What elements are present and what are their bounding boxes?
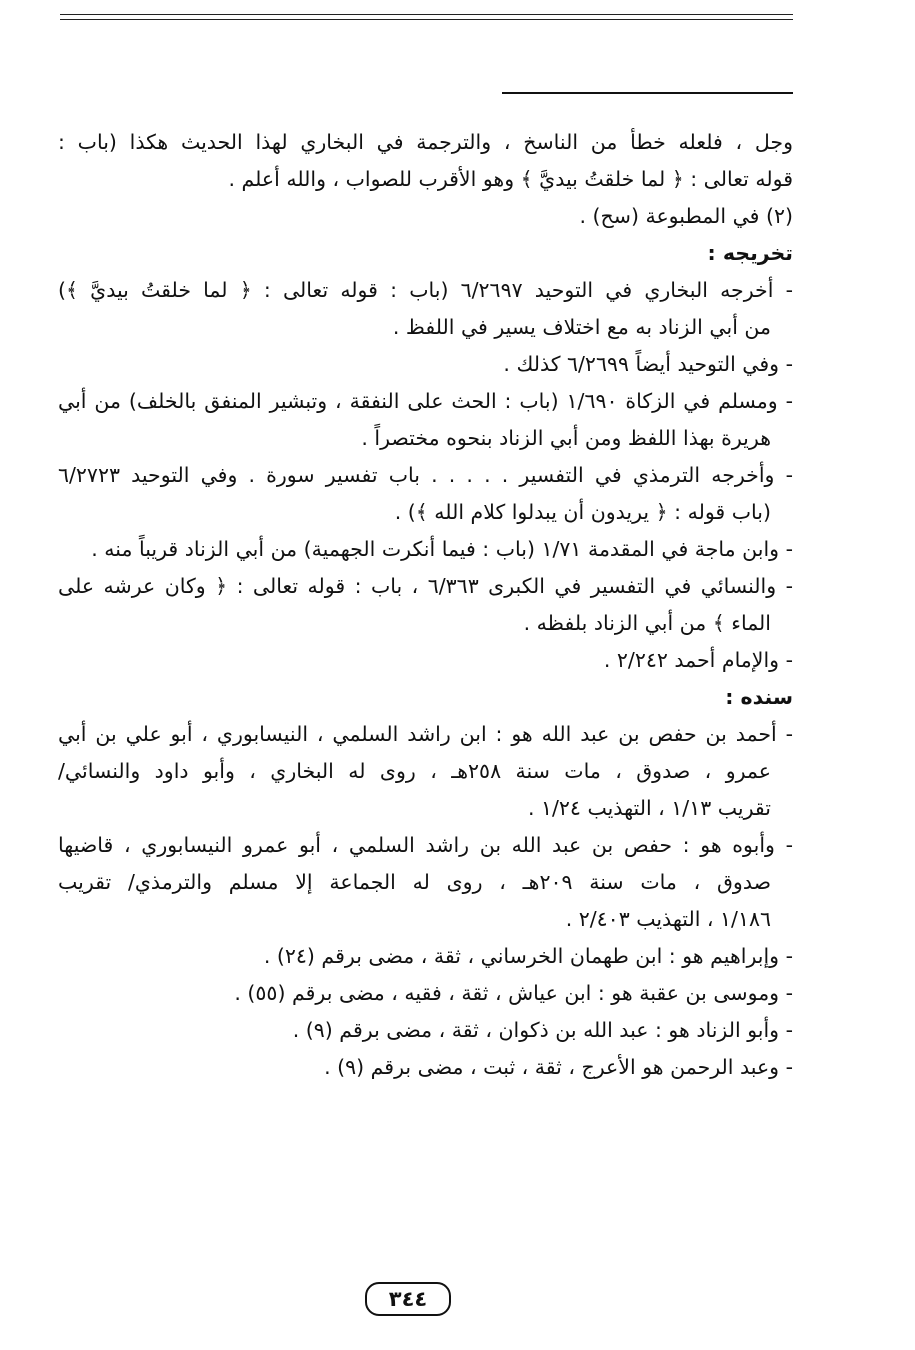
text-line: (باب قوله : ﴿ يريدون أن يبدلوا كلام الله ﴾) .: [394, 500, 771, 524]
text-line: - وأخرجه الترمذي في التفسير . . . . . باب تفسير سورة . وفي التوحيد ٦/٢٧٢٣: [58, 463, 793, 487]
text-line: - والنسائي في التفسير في الكبرى ٦/٣٦٣ ، باب : قوله تعالى : ﴿ وكان عرشه على: [58, 574, 793, 598]
list-item: [58, 568, 793, 642]
text-line: - وأبو الزناد هو : عبد الله بن ذكوان ، ثقة ، مضى برقم (٩) .: [292, 1018, 793, 1042]
text-line: - وفي التوحيد أيضاً ٦/٢٦٩٩ كذلك .: [503, 352, 793, 376]
takhrij-list: [58, 272, 793, 679]
header-rule-top: [60, 14, 793, 15]
text-line: وجل ، فلعله خطأ من الناسخ ، والترجمة في البخاري لهذا الحديث هكذا (باب :: [58, 130, 793, 154]
text-line: ١/١٨٦ ، التهذيب ٢/٤٠٣ .: [565, 907, 771, 931]
text-line: - وابن ماجة في المقدمة ١/٧١ (باب : فيما أنكرت الجهمية) من أبي الزناد قريباً منه .: [91, 537, 793, 561]
list-item: [58, 1049, 793, 1086]
footnote-continuation: [58, 124, 793, 198]
text-line: عمرو ، صدوق ، مات سنة ٢٥٨هـ ، روى له البخاري ، وأبو داود والنسائي/: [58, 759, 771, 783]
text-line: تقريب ١/١٣ ، التهذيب ١/٢٤ .: [527, 796, 771, 820]
text-line: - والإمام أحمد ٢/٢٤٢ .: [603, 648, 793, 672]
text-line: - وموسى بن عقبة هو : ابن عياش ، ثقة ، فقيه ، مضى برقم (٥٥) .: [234, 981, 793, 1005]
footnote-2: (٢) في المطبوعة (سح) .: [579, 204, 793, 228]
text-line: - ومسلم في الزكاة ١/٦٩٠ (باب : الحث على النفقة ، وتبشير المنفق بالخلف) من أبي: [58, 389, 793, 413]
list-item: [58, 975, 793, 1012]
list-item: [58, 938, 793, 975]
text-line: من أبي الزناد به مع اختلاف يسير في اللفظ .: [392, 315, 771, 339]
list-item: [58, 1012, 793, 1049]
text-line: - وعبد الرحمن هو الأعرج ، ثقة ، ثبت ، مضى برقم (٩) .: [324, 1055, 793, 1079]
text-line: - أحمد بن حفص بن عبد الله هو : ابن راشد السلمي ، النيسابوري ، أبو علي بن أبي: [58, 722, 793, 746]
footnote-separator: [502, 92, 793, 94]
text-line: قوله تعالى : ﴿ لما خلقتُ بيديَّ ﴾ وهو الأقرب للصواب ، والله أعلم .: [228, 167, 793, 191]
takhrij-heading: تخريجه :: [707, 241, 793, 265]
sanad-list: [58, 716, 793, 1086]
list-item: [58, 531, 793, 568]
text-line: - وأبوه هو : حفص بن عبد الله بن راشد السلمي ، أبو عمرو النيسابوري ، قاضيها: [58, 833, 793, 857]
page-number: ٣٤٤: [365, 1282, 451, 1316]
text-line: صدوق ، مات سنة ٢٠٩هـ ، روى له الجماعة إلا مسلم والترمذي/ تقريب: [58, 870, 771, 894]
list-item: [58, 272, 793, 346]
text-line: - وإبراهيم هو : ابن طهمان الخرساني ، ثقة ، مضى برقم (٢٤) .: [263, 944, 793, 968]
list-item: [58, 457, 793, 531]
header-rule-bottom: [60, 19, 793, 20]
page-content: [58, 124, 793, 1086]
text-line: الماء ﴾ من أبي الزناد بلفظه .: [523, 611, 771, 635]
list-item: [58, 346, 793, 383]
list-item: [58, 642, 793, 679]
list-item: [58, 827, 793, 938]
text-line: - أخرجه البخاري في التوحيد ٦/٢٦٩٧ (باب : قوله تعالى : ﴿ لما خلقتُ بيديَّ ﴾): [58, 278, 793, 302]
list-item: [58, 716, 793, 827]
sanad-heading: سنده :: [725, 685, 793, 709]
list-item: [58, 383, 793, 457]
text-line: هريرة بهذا اللفظ ومن أبي الزناد بنحوه مختصراً .: [361, 426, 771, 450]
